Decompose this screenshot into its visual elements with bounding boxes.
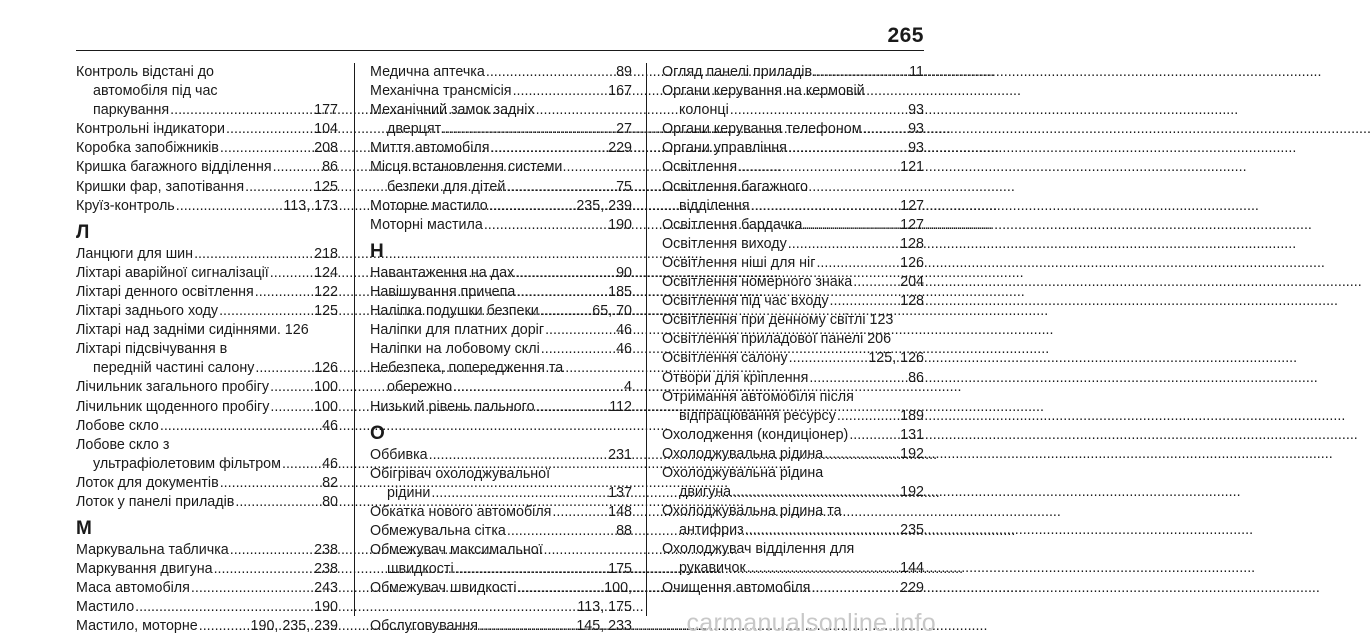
entry-page-ref: 4 (624, 379, 632, 396)
index-entry (370, 446, 632, 465)
index-entry (370, 398, 632, 417)
entry-page-ref: 88 (616, 522, 632, 539)
dot-leader (255, 359, 313, 378)
index-entry (76, 598, 338, 617)
entry-text: Лічильник щоденного пробігу (76, 398, 270, 415)
index-entry-continuation (370, 378, 632, 397)
entry-page-ref: 100 (314, 398, 338, 415)
entry-page-ref: 75 (616, 178, 632, 195)
dot-leader (273, 158, 322, 177)
entry-page-ref: 204 (900, 274, 924, 291)
entry-text: Обмежувач швидкості (370, 580, 517, 597)
entry-text: Обмежувальна сітка (370, 522, 506, 539)
entry-text: Ліхтарі заднього ходу (76, 303, 219, 320)
dot-leader (176, 197, 283, 216)
entry-page-ref: 125, 126 (868, 350, 924, 367)
dot-leader (863, 120, 908, 139)
dot-leader (849, 426, 899, 445)
index-entry (76, 436, 338, 455)
entry-page-ref: 128 (900, 235, 924, 252)
index-entry (76, 158, 338, 177)
index-entry (76, 302, 338, 321)
entry-text: Охолодження (кондиціонер) (662, 426, 849, 443)
entry-text: Лічильник загального пробігу (76, 379, 270, 396)
index-entry (662, 235, 924, 254)
entry-text: Очищення автомобіля (662, 579, 811, 596)
entry-text: Миття автомобіля (370, 140, 490, 157)
dot-leader (235, 493, 321, 512)
entry-page-ref: 11 (909, 64, 924, 80)
entry-page-ref: 86 (322, 159, 338, 176)
index-entry-continuation (370, 120, 632, 139)
entry-text: Маса автомобіля (76, 580, 190, 597)
dot-leader (282, 455, 321, 474)
index-entry (370, 579, 632, 598)
entry-page-ref: 218 (314, 245, 338, 262)
index-entry: Ліхтарі над задніми сидіннями. 126 (76, 322, 309, 339)
entry-page-ref: 208 (314, 140, 338, 157)
entry-page-ref: 104 (314, 121, 338, 138)
entry-text: Обігрівач охолоджувальної (370, 465, 551, 482)
entry-page-ref: 137 (608, 484, 632, 501)
index-entry (662, 388, 924, 407)
index-entry (662, 178, 924, 197)
dot-leader (552, 503, 607, 522)
entry-text: Обкатка нового автомобіля (370, 503, 552, 520)
entry-text: Ліхтарі підсвічування в (76, 341, 228, 358)
entry-text: Органи керування телефоном (662, 121, 862, 138)
index-entry (76, 474, 338, 493)
entry-page-ref: 126 (900, 254, 924, 271)
index-entry-continuation (370, 178, 632, 197)
dot-leader (750, 197, 899, 216)
dot-leader (730, 101, 907, 120)
index-entry-continuation (662, 197, 924, 216)
entry-page-ref: 46 (616, 322, 632, 339)
entry-page-ref: 190 (314, 599, 338, 616)
dot-leader (830, 292, 900, 311)
entry-page-ref: 192 (900, 445, 924, 462)
entry-text: Охолоджувач відділення для (662, 541, 855, 558)
dot-leader (270, 264, 313, 283)
entry-page-ref: 192 (900, 484, 924, 501)
entry-page-ref: 238 (314, 542, 338, 559)
dot-leader (219, 302, 313, 321)
entry-text: Освітлення салону (662, 350, 788, 367)
index-entry (76, 493, 338, 512)
index-entry (662, 579, 924, 598)
index-entry (76, 197, 338, 216)
entry-text: Наліпки для платних доріг (370, 322, 545, 339)
entry-page-ref: 127 (900, 216, 924, 233)
index-entry (370, 216, 632, 235)
dot-leader (484, 216, 607, 235)
dot-leader (479, 617, 575, 636)
entry-text: Обмежувач максимальної (370, 542, 543, 559)
entry-text: ультрафіолетовим фільтром (93, 455, 281, 472)
dot-leader (194, 245, 313, 264)
index-entry (76, 378, 338, 397)
dot-leader (230, 541, 313, 560)
entry-page-ref: 93 (908, 140, 924, 157)
index-column-3 (662, 63, 924, 598)
dot-leader (824, 445, 899, 464)
index-entry (76, 340, 338, 359)
index-entry (370, 264, 632, 283)
entry-text: Отримання автомобіля після (662, 388, 854, 405)
entry-text: Освітлення виходу (662, 235, 787, 252)
entry-text: Мастило (76, 599, 135, 616)
index-entry (662, 540, 924, 559)
entry-page-ref: 82 (322, 474, 338, 491)
entry-text: Моторні мастила (370, 216, 483, 233)
entry-page-ref: 128 (900, 293, 924, 310)
index-column-1 (76, 63, 338, 637)
dot-leader (220, 139, 313, 158)
index-entry (76, 264, 338, 283)
entry-text: Отвори для кріплення (662, 369, 809, 386)
dot-leader (226, 120, 313, 139)
index-entry (370, 321, 632, 340)
index-entry (76, 63, 338, 82)
entry-text: Ліхтарі денного освітлення (76, 283, 254, 300)
dot-leader (160, 417, 321, 436)
entry-text: антифриз (679, 522, 744, 539)
dot-leader (453, 378, 623, 397)
entry-text: обережно (387, 379, 453, 396)
entry-page-ref: 145, 233 (576, 618, 632, 635)
section-letter: О (370, 422, 385, 444)
dot-leader (536, 398, 609, 417)
index-entry (370, 340, 632, 359)
entry-page-ref: 148 (608, 503, 632, 520)
entry-page-ref: 177 (314, 102, 338, 119)
entry-page-ref: 100, (604, 580, 632, 597)
column-divider (354, 63, 355, 616)
index-entry-continuation: автомобіля під час (93, 83, 218, 100)
dot-leader (803, 216, 899, 235)
entry-text: колонці (679, 102, 729, 119)
dot-leader (540, 302, 592, 321)
index-entry (662, 369, 924, 388)
entry-text: Маркування двигуна (76, 561, 213, 578)
entry-page-ref: 89 (616, 64, 632, 80)
index-entry (370, 503, 632, 522)
dot-leader (455, 560, 608, 579)
dot-leader (545, 321, 615, 340)
entry-text: двигуна (679, 484, 732, 501)
entry-page-ref: 175 (608, 561, 632, 578)
index-entry-continuation (370, 484, 632, 503)
page-number: 265 (887, 24, 924, 47)
entry-text: рукавичок (679, 560, 746, 577)
index-entry (370, 302, 632, 321)
dot-leader (789, 349, 868, 368)
index-entry (662, 254, 924, 273)
entry-text: Коробка запобіжників (76, 140, 219, 157)
entry-page-ref: 112 (609, 398, 632, 415)
entry-text: Кришки фар, запотівання (76, 178, 245, 195)
index-entry-continuation (662, 407, 924, 426)
dot-leader (747, 559, 899, 578)
index-entry (370, 541, 632, 560)
index-entry (662, 464, 924, 483)
index-entry (662, 63, 924, 82)
entry-text: Лоток у панелі приладів (76, 493, 235, 510)
entry-page-ref: 190, 235, 239 (250, 618, 338, 635)
index-entry (76, 283, 338, 302)
index-entry-continuation (370, 560, 632, 579)
entry-page-ref: 65, 70 (592, 303, 632, 320)
dot-leader (816, 254, 899, 273)
entry-text: Медична аптечка (370, 64, 485, 80)
index-entry (76, 178, 338, 197)
entry-text: Низький рівень пального (370, 398, 535, 415)
index-entry-continuation (76, 359, 338, 378)
index-entry (370, 617, 632, 636)
entry-text: Небезпека, попередження та (370, 360, 564, 377)
entry-text: паркування (93, 102, 170, 119)
entry-page-ref: 243 (314, 580, 338, 597)
entry-page-ref: 46 (616, 341, 632, 358)
entry-page-ref: 235, 239 (576, 197, 632, 214)
index-entry (370, 158, 632, 177)
entry-page-ref: 167 (608, 83, 632, 100)
entry-text: Круїз-контроль (76, 197, 175, 214)
index-entry (662, 139, 924, 158)
index-entry (370, 197, 632, 216)
entry-text: Освітлення бардачка (662, 216, 803, 233)
index-entry (662, 158, 924, 177)
entry-text: Наліпки на лобовому склі (370, 341, 540, 358)
entry-text: Оббивка (370, 446, 428, 463)
dot-leader (270, 398, 313, 417)
entry-page-ref: 127 (900, 197, 924, 214)
dot-leader (135, 598, 313, 617)
index-entry (76, 245, 338, 264)
dot-leader (513, 82, 608, 101)
dot-leader (541, 340, 615, 359)
index-entry (76, 560, 338, 579)
entry-page-ref: 46 (322, 417, 338, 434)
entry-text: Контроль відстані до (76, 64, 215, 80)
dot-leader (813, 63, 908, 82)
index-entry (76, 120, 338, 139)
dot-leader (837, 407, 899, 426)
index-entry-continuation (662, 101, 924, 120)
index-entry: Освітлення при денному світлі 123 (662, 312, 894, 329)
entry-text: Маркувальна табличка (76, 542, 229, 559)
section-letter: Л (76, 221, 90, 243)
entry-text: Освітлення ніші для ніг (662, 254, 816, 271)
entry-page-ref: 122 (314, 283, 338, 300)
entry-text: Моторне мастило (370, 197, 488, 214)
entry-page-ref: 93 (908, 121, 924, 138)
index-entry (76, 139, 338, 158)
index-entry (370, 63, 632, 82)
index-entry (76, 541, 338, 560)
index-entry (370, 82, 632, 101)
entry-text: Органи керування на кермовій (662, 83, 865, 100)
entry-text: Навішування причепа (370, 283, 516, 300)
dot-leader (853, 273, 899, 292)
entry-text: Навантаження на дах (370, 264, 515, 281)
dot-leader (745, 521, 900, 540)
index-entry-continuation (662, 521, 924, 540)
entry-text: Огляд панелі приладів (662, 64, 813, 80)
index-entry (662, 502, 924, 521)
index-entry (662, 120, 924, 139)
entry-text: Кришка багажного відділення (76, 159, 272, 176)
index-entry (76, 398, 338, 417)
dot-leader (255, 283, 313, 302)
entry-text: Ліхтарі аварійної сигналізації (76, 264, 269, 281)
entry-text: Охолоджувальна рідина та (662, 503, 842, 520)
entry-text: Лобове скло (76, 417, 159, 434)
entry-text: Контрольні індикатори (76, 121, 226, 138)
dot-leader (191, 579, 313, 598)
dot-leader (788, 235, 899, 254)
index-entry (662, 82, 924, 101)
dot-leader (486, 63, 615, 82)
index-page-continuation: 113, 175 (577, 599, 632, 616)
entry-page-ref: 229 (608, 140, 632, 157)
entry-page-ref: 144 (900, 560, 924, 577)
entry-text: Наліпка подушки безпеки (370, 303, 539, 320)
entry-page-ref: 238 (314, 561, 338, 578)
index-entry (662, 273, 924, 292)
entry-page-ref: 86 (908, 369, 924, 386)
index-entry (662, 426, 924, 445)
dot-leader (507, 522, 615, 541)
dot-leader (732, 483, 899, 502)
section-letter: М (76, 518, 92, 540)
entry-text: Місця встановлення системи (370, 159, 563, 176)
index-entry (370, 283, 632, 302)
entry-text: відпрацювання ресурсу (679, 407, 836, 424)
dot-leader (788, 139, 907, 158)
index-entry-continuation (76, 101, 338, 120)
entry-page-ref: 46 (322, 455, 338, 472)
entry-text: Механічний замок задніх (370, 102, 535, 119)
dot-leader (518, 579, 604, 598)
entry-text: відділення (679, 197, 750, 214)
dot-leader (491, 139, 608, 158)
index-entry (76, 417, 338, 436)
dot-leader (442, 120, 615, 139)
dot-leader (506, 178, 615, 197)
entry-page-ref: 93 (908, 102, 924, 119)
entry-page-ref: 231 (608, 446, 632, 463)
entry-text: Лобове скло з (76, 436, 170, 453)
entry-page-ref: 80 (322, 493, 338, 510)
entry-text: Охолоджувальна рідина (662, 445, 824, 462)
index-entry-continuation (662, 483, 924, 502)
column-divider (646, 63, 647, 616)
entry-text: швидкості (387, 561, 454, 578)
entry-text: Освітлення (662, 159, 738, 176)
index-entry (662, 216, 924, 235)
entry-page-ref: 124 (314, 264, 338, 281)
entry-page-ref: 229 (900, 579, 924, 596)
entry-text: дверцят (387, 121, 442, 138)
dot-leader (515, 264, 615, 283)
entry-page-ref: 131 (900, 426, 924, 443)
dot-leader (516, 283, 607, 302)
dot-leader (170, 101, 313, 120)
entry-text: передній частині салону (93, 360, 255, 377)
entry-page-ref: 235 (900, 522, 924, 539)
index-entry (370, 522, 632, 541)
entry-page-ref: 126 (314, 360, 338, 377)
index-column-2 (370, 63, 632, 637)
entry-page-ref: 121 (900, 159, 924, 176)
index-entry: Освітлення приладової панелі 206 (662, 331, 892, 348)
entry-page-ref: 125 (314, 303, 338, 320)
section-letter: Н (370, 240, 384, 262)
entry-text: Ланцюги для шин (76, 245, 194, 262)
dot-leader (811, 579, 899, 598)
entry-text: безпеки для дітей (387, 178, 506, 195)
index-entry (370, 101, 632, 120)
dot-leader (431, 484, 607, 503)
entry-text: рідини (387, 484, 431, 501)
dot-leader (429, 446, 608, 465)
entry-text: Освітлення номерного знака (662, 274, 853, 291)
index-entry (662, 445, 924, 464)
index-entry-continuation (662, 559, 924, 578)
dot-leader (199, 617, 250, 636)
dot-leader (214, 560, 314, 579)
entry-text: Охолоджувальна рідина (662, 464, 824, 481)
index-entry (76, 617, 338, 636)
entry-text: Освітлення багажного (662, 178, 808, 195)
entry-text: Лоток для документів (76, 474, 219, 491)
index-entry (370, 139, 632, 158)
watermark: carmanualsonline.info (686, 609, 936, 637)
entry-text: Мастило, моторне (76, 618, 198, 635)
dot-leader (489, 197, 576, 216)
index-entry (662, 292, 924, 311)
dot-leader (220, 474, 321, 493)
dot-leader (809, 369, 907, 388)
entry-page-ref: 189 (900, 407, 924, 424)
entry-text: Освітлення під час входу (662, 293, 829, 310)
header-rule (76, 50, 924, 51)
entry-page-ref: 27 (616, 121, 632, 138)
dot-leader (245, 178, 313, 197)
dot-leader (270, 378, 313, 397)
entry-text: Механічна трансмісія (370, 83, 512, 100)
entry-page-ref: 190 (608, 216, 632, 233)
index-entry (370, 465, 632, 484)
entry-page-ref: 90 (616, 264, 632, 281)
index-entry (370, 359, 632, 378)
entry-text: Органи управління (662, 140, 787, 157)
entry-page-ref: 113, 173 (283, 197, 338, 214)
entry-page-ref: 100 (314, 379, 338, 396)
index-entry (662, 349, 924, 368)
index-entry (76, 579, 338, 598)
entry-page-ref: 185 (608, 283, 632, 300)
index-entry-continuation (76, 455, 338, 474)
entry-page-ref: 125 (314, 178, 338, 195)
dot-leader (738, 158, 899, 177)
entry-text: Обслуговування (370, 618, 478, 635)
